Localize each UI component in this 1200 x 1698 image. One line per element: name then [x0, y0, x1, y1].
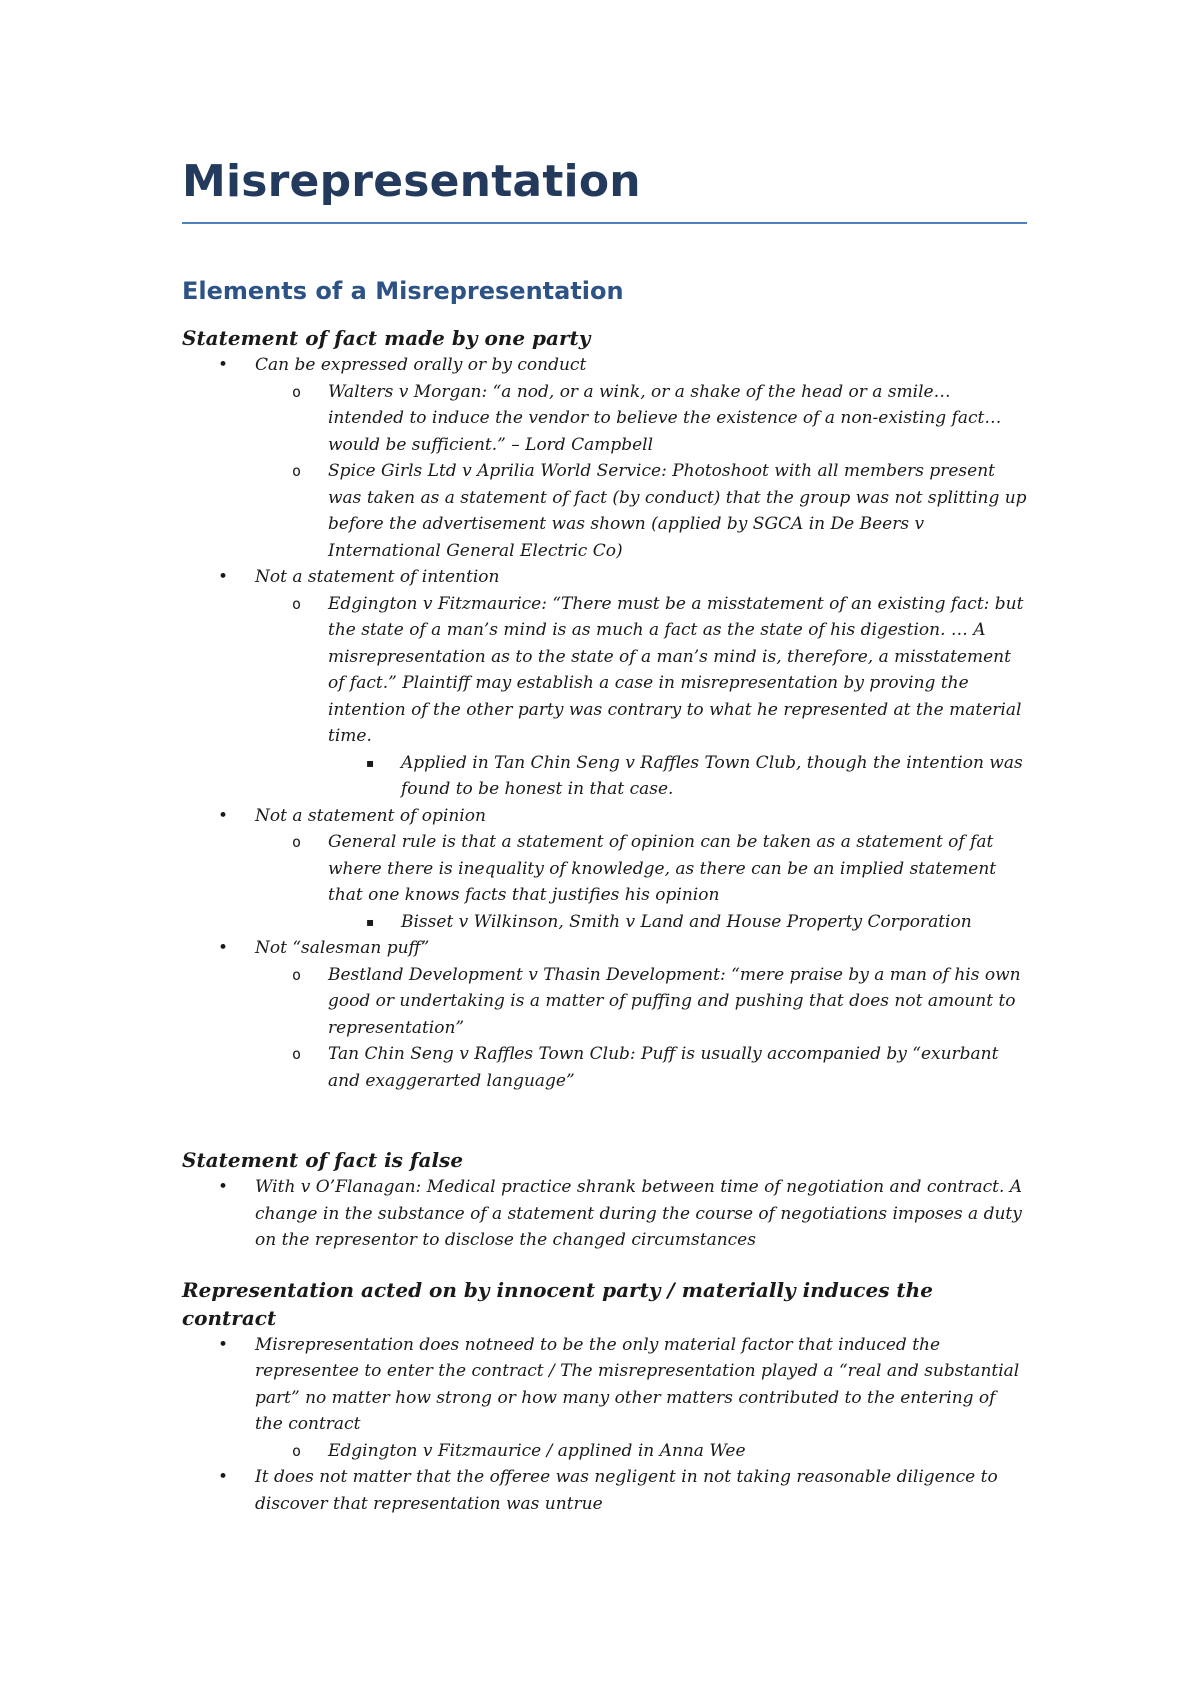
- bullet-item: [182, 1174, 1027, 1254]
- section-heading: Elements of a Misrepresentation: [182, 277, 624, 305]
- sub-bullet-item: [255, 962, 1027, 1042]
- bullet-list-level-1: [182, 1332, 1027, 1518]
- bullet-item: [182, 352, 1027, 564]
- bullet-list-level-2: [255, 591, 1027, 803]
- bullet-text: Edgington v Fitzmaurice / applined in Anna Wee: [328, 1440, 746, 1461]
- bullet-marker: ▪: [366, 755, 375, 770]
- bullet-item: [182, 564, 1027, 803]
- bullet-list-level-2: [255, 962, 1027, 1095]
- bullet-list-level-2: [255, 829, 1027, 935]
- bullet-text: Bestland Development v Thasin Development: “mere praise by a man of his own good or undertaking is a matter of puffing and pushing that does not amount to representation”: [328, 964, 1021, 1038]
- bullet-marker: o: [292, 382, 302, 401]
- document-page: [182, 150, 1027, 1517]
- bullet-list-level-1: [182, 352, 1027, 1094]
- bullet-marker: •: [218, 805, 229, 826]
- bullet-marker: o: [292, 1045, 302, 1063]
- sub-bullet-item: [255, 591, 1027, 803]
- bullet-item: [182, 935, 1027, 1094]
- subsection: [182, 1146, 1027, 1254]
- bullet-text: General rule is that a statement of opinion can be taken as a statement of fat where there is inequality of knowledge, as there can be an implied statement that one knows facts that justifies his opinion: [328, 832, 997, 905]
- bullet-item: [182, 803, 1027, 936]
- bullet-text: Not a statement of intention: [255, 567, 500, 587]
- bullet-text: Spice Girls Ltd v Aprilia World Service: Photoshoot with all members present was taken as a statement of fact (by conduct) that the group was not splitting up before the advertisement was shown (applied by SGCA in De Beers v International General Electric Co): [328, 461, 1027, 561]
- bullet-text: Edgington v Fitzmaurice: “There must be a misstatement of an existing fact: but the state of a man’s mind is as much a fact as the state of his digestion. … A misrepresentation as to the state of a man’s mind is, therefore, a misstatement of fact.” Plaintiff may establish a case in misrepresentation by proving the intention of the other party was contrary to what he represented at the material time.: [328, 593, 1024, 746]
- bullet-text: Misrepresentation does notneed to be the only material factor that induced the representee to enter the contract / The misrepresentation played a “real and substantial part” no matter how strong or how many other matters contributed to the entering of the contract: [255, 1334, 1020, 1434]
- sections-container: [182, 324, 1027, 1517]
- bullet-marker: o: [292, 462, 302, 480]
- bullet-text: Not a statement of opinion: [255, 805, 486, 826]
- bullet-text: With v O’Flanagan: Medical practice shrank between time of negotiation and contract. A change in the substance of a statement during the course of negotiations imposes a duty on the representor to disclose the changed circumstances: [255, 1177, 1023, 1250]
- bullet-marker: o: [292, 594, 302, 613]
- bullet-list-level-2: [255, 379, 1027, 565]
- document-title: Misrepresentation: [182, 156, 641, 207]
- bullet-list-level-1: [182, 1174, 1027, 1254]
- bullet-marker: •: [218, 938, 229, 958]
- subsection: [182, 324, 1027, 1094]
- bullet-text: Tan Chin Seng v Raffles Town Club: Puff is usually accompanied by “exurbant and exaggerarted language”: [328, 1044, 999, 1091]
- bullet-text: Applied in Tan Chin Seng v Raffles Town Club, though the intention was found to be honest in that case.: [401, 752, 1023, 799]
- bullet-item: [182, 1332, 1027, 1465]
- subsection-heading: Statement of fact is false: [182, 1148, 464, 1172]
- bullet-marker: •: [218, 1177, 229, 1197]
- bullet-item: [182, 1464, 1027, 1517]
- bullet-list-level-3: [328, 909, 1027, 936]
- bullet-marker: •: [218, 567, 229, 587]
- bullet-list-level-2: [255, 1438, 1027, 1465]
- bullet-marker: ▪: [366, 914, 375, 929]
- sub-bullet-item: [255, 829, 1027, 935]
- bullet-marker: •: [218, 355, 229, 375]
- bullet-list-level-3: [328, 750, 1027, 803]
- bullet-marker: o: [292, 965, 302, 984]
- title-underline: [182, 222, 1027, 224]
- bullet-text: Bisset v Wilkinson, Smith v Land and House Property Corporation: [401, 911, 972, 932]
- subsection: [182, 1276, 1027, 1518]
- bullet-text: It does not matter that the offeree was negligent in not taking reasonable diligence to discover that representation was untrue: [255, 1467, 998, 1514]
- subsection-heading: Statement of fact made by one party: [182, 326, 591, 350]
- sub-bullet-item: [255, 1041, 1027, 1094]
- bullet-marker: •: [218, 1334, 229, 1355]
- sub-bullet-item: [255, 458, 1027, 564]
- sub-bullet-item: [255, 379, 1027, 459]
- bullet-marker: •: [218, 1467, 229, 1487]
- bullet-text: Walters v Morgan: “a nod, or a wink, or a shake of the head or a smile… intended to induce the vendor to believe the existence of a non-existing fact…would be sufficient.” – Lord Campbell: [328, 381, 1002, 455]
- bullet-marker: o: [292, 1441, 302, 1460]
- bullet-text: Not “salesman puff”: [255, 938, 430, 958]
- sub-bullet-item: [255, 1438, 1027, 1465]
- sub-sub-bullet-item: [328, 750, 1027, 803]
- bullet-text: Can be expressed orally or by conduct: [255, 355, 587, 375]
- sub-sub-bullet-item: [328, 909, 1027, 936]
- subsection-heading: Representation acted on by innocent party / materially induces the contract: [182, 1277, 933, 1330]
- bullet-marker: o: [292, 833, 302, 851]
